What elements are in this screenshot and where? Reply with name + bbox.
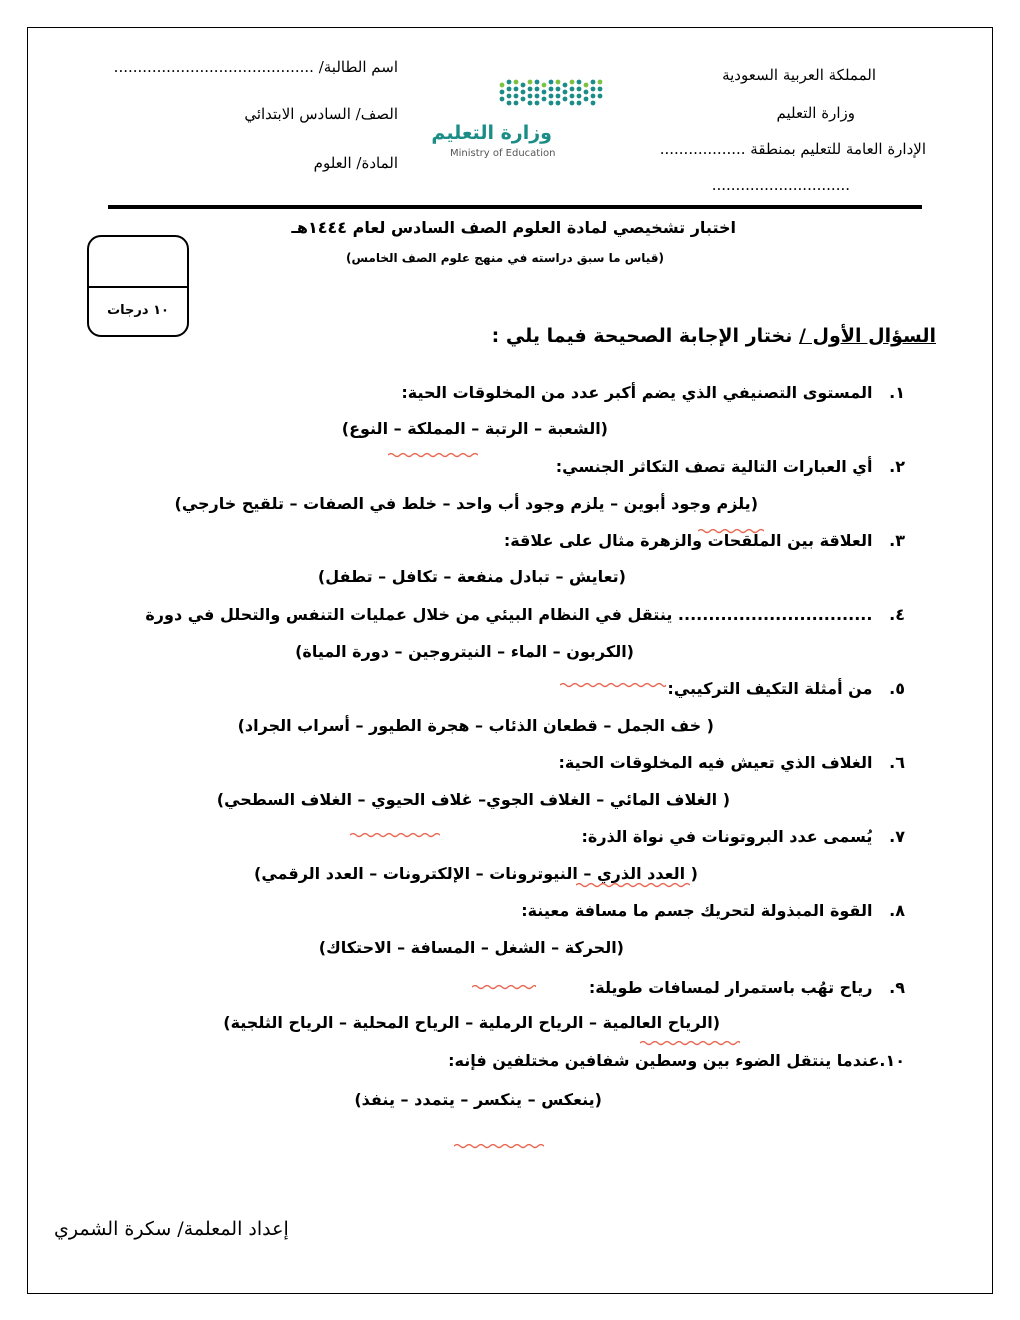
logo-dot — [556, 80, 561, 85]
logo-dot — [598, 80, 603, 85]
logo-dot — [514, 101, 519, 106]
logo-dot — [542, 90, 547, 95]
prepared-by: إعداد المعلمة/ سكرة الشمري — [54, 1218, 289, 1240]
logo-dot — [521, 83, 526, 88]
question-1 — [401, 383, 905, 402]
logo-dot — [507, 87, 512, 92]
question-2 — [556, 457, 905, 476]
grade-box-divider — [89, 286, 187, 288]
logo-dot — [542, 97, 547, 102]
question-text: من أمثلة التكيف التركيبي: — [667, 679, 873, 698]
header-ministry: وزارة التعليم — [776, 104, 855, 122]
question-number: ٢. — [889, 457, 905, 476]
question-number: ٨. — [889, 901, 905, 920]
section-heading — [492, 325, 936, 347]
question-text: المستوى التصنيفي الذي يضم أكبر عدد من المخلوقات الحية: — [401, 383, 873, 402]
squiggle-2 — [698, 528, 764, 534]
exam-subtitle: (قياس ما سبق دراسته في منهج علوم الصف الخامس) — [345, 251, 664, 265]
logo-dot — [577, 94, 582, 99]
logo-dot — [507, 94, 512, 99]
logo-dot — [507, 101, 512, 106]
options-3: (تعايش – تبادل منفعة – تكافل – تطفل) — [317, 567, 626, 586]
logo-dot — [570, 87, 575, 92]
logo-dot — [556, 101, 561, 106]
logo-dot — [563, 90, 568, 95]
logo-dot — [591, 101, 596, 106]
question-8 — [521, 901, 905, 920]
logo-dot — [577, 101, 582, 106]
logo-dot — [521, 97, 526, 102]
question-text: عندما ينتقل الضوء بين وسطين شفافين مختلفين فإنه: — [448, 1051, 880, 1070]
logo-dot — [535, 101, 540, 106]
question-text: ................................ ينتقل في النظام البيئي من خلال عمليات التنفس والتحلل في دورة — [145, 605, 873, 624]
section-heading-label: السؤال الأول / — [798, 325, 936, 347]
student-grade: الصف/ السادس الابتدائي — [244, 105, 398, 123]
logo-dot — [500, 83, 505, 88]
logo-dot — [535, 80, 540, 85]
options-7: ( العدد الذري – النيوترونات – الإلكترونات – العدد الرقمي) — [254, 864, 698, 883]
question-text: العلاقة بين الملقحات والزهرة مثال على علاقة: — [503, 531, 873, 550]
question-10 — [448, 1051, 905, 1070]
question-6 — [559, 753, 906, 772]
logo-dot — [528, 87, 533, 92]
question-number: ٤. — [889, 605, 905, 624]
logo-dot — [591, 80, 596, 85]
question-number: ١. — [889, 383, 905, 402]
header-divider — [108, 205, 922, 209]
logo-dot — [521, 90, 526, 95]
logo-dot — [563, 83, 568, 88]
options-6: ( الغلاف المائي – الغلاف الجوي– غلاف الحيوي – الغلاف السطحي) — [216, 790, 730, 809]
question-7 — [582, 827, 905, 846]
logo-dot — [507, 80, 512, 85]
question-number: ٥. — [889, 679, 905, 698]
squiggle-7 — [640, 1040, 740, 1046]
options-9: (الرياح العالمية – الرياح الرملية – الرياح المحلية – الرياح الثلجية) — [223, 1013, 720, 1032]
logo-dot — [598, 87, 603, 92]
question-text: القوة المبذولة لتحريك جسم ما مسافة معينة: — [521, 901, 873, 920]
logo-dot — [549, 94, 554, 99]
question-number: ٩. — [889, 978, 905, 997]
header-directorate: الإدارة العامة للتعليم بمنطقة .................. — [659, 140, 926, 158]
logo-dot — [563, 97, 568, 102]
options-10: (ينعكس – ينكسر – يتمدد – ينفذ) — [354, 1090, 602, 1109]
options-1: (الشعبة – الرتبة – المملكة – النوع) — [341, 419, 608, 438]
options-8: (الحركة – الشغل – المسافة – الاحتكاك) — [318, 938, 624, 957]
header-region-dots: ............................. — [711, 176, 850, 194]
squiggle-8 — [454, 1143, 544, 1149]
logo-dot — [514, 80, 519, 85]
squiggle-3 — [560, 682, 666, 688]
exam-title: اختبار تشخيصي لمادة العلوم الصف السادس لعام ١٤٤٤هـ — [291, 218, 736, 237]
logo-dot — [528, 101, 533, 106]
options-5: ( خف الجمل – قطعان الذئاب – هجرة الطيور – أسراب الجراد) — [237, 716, 714, 735]
logo-dot — [570, 101, 575, 106]
logo-dot — [598, 94, 603, 99]
logo-dot — [584, 97, 589, 102]
logo-dot — [570, 94, 575, 99]
logo-dot — [591, 87, 596, 92]
options-2: (يلزم وجود أبوين – يلزم وجود أب واحد – خلط في الصفات – تلقيح خارجي) — [174, 494, 758, 513]
logo-dot — [528, 94, 533, 99]
logo-dot — [584, 83, 589, 88]
logo-dot — [535, 87, 540, 92]
section-instruction: نختار الإجابة الصحيحة فيما يلي : — [491, 325, 799, 347]
question-text: الغلاف الذي تعيش فيه المخلوقات الحية: — [558, 753, 873, 772]
logo-dot — [514, 94, 519, 99]
ministry-logo — [431, 74, 610, 166]
question-number: ٣. — [889, 531, 905, 550]
logo-dot — [500, 97, 505, 102]
question-4 — [145, 605, 905, 624]
logo-dot — [584, 90, 589, 95]
question-number: ٦. — [889, 753, 905, 772]
header-kingdom: المملكة العربية السعودية — [722, 66, 876, 84]
squiggle-5 — [576, 882, 690, 888]
logo-dot — [591, 94, 596, 99]
logo-dot — [528, 80, 533, 85]
logo-dot — [549, 87, 554, 92]
logo-dot — [514, 87, 519, 92]
question-text: أي العبارات التالية تصف التكاثر الجنسي: — [555, 457, 873, 476]
logo-dot — [556, 87, 561, 92]
squiggle-6 — [472, 984, 536, 990]
grade-box-label: ١٠ درجات — [107, 303, 169, 318]
student-name-field: اسم الطالبة/ .......................................... — [113, 58, 398, 76]
squiggle-1 — [388, 452, 478, 458]
options-4: (الكربون – الماء – النيتروجين – دورة المياة) — [295, 642, 634, 661]
logo-english-text: Ministry of Education — [450, 148, 556, 159]
logo-dot — [500, 90, 505, 95]
logo-dot — [556, 94, 561, 99]
squiggle-4 — [350, 832, 440, 838]
question-number: ١٠. — [879, 1051, 905, 1070]
logo-dot — [577, 87, 582, 92]
logo-dot — [577, 80, 582, 85]
question-9 — [589, 978, 905, 997]
grade-box — [87, 235, 189, 337]
logo-dot — [549, 80, 554, 85]
question-5 — [667, 679, 905, 698]
subject: المادة/ العلوم — [313, 154, 398, 172]
question-text: رياح تهُب باستمرار لمسافات طويلة: — [588, 978, 873, 997]
question-text: يُسمى عدد البروتونات في نواة الذرة: — [581, 827, 873, 846]
logo-arabic-text: وزارة التعليم — [431, 122, 552, 144]
logo-dot — [535, 94, 540, 99]
question-number: ٧. — [889, 827, 905, 846]
logo-dot — [549, 101, 554, 106]
logo-dot — [570, 80, 575, 85]
logo-dot — [542, 83, 547, 88]
